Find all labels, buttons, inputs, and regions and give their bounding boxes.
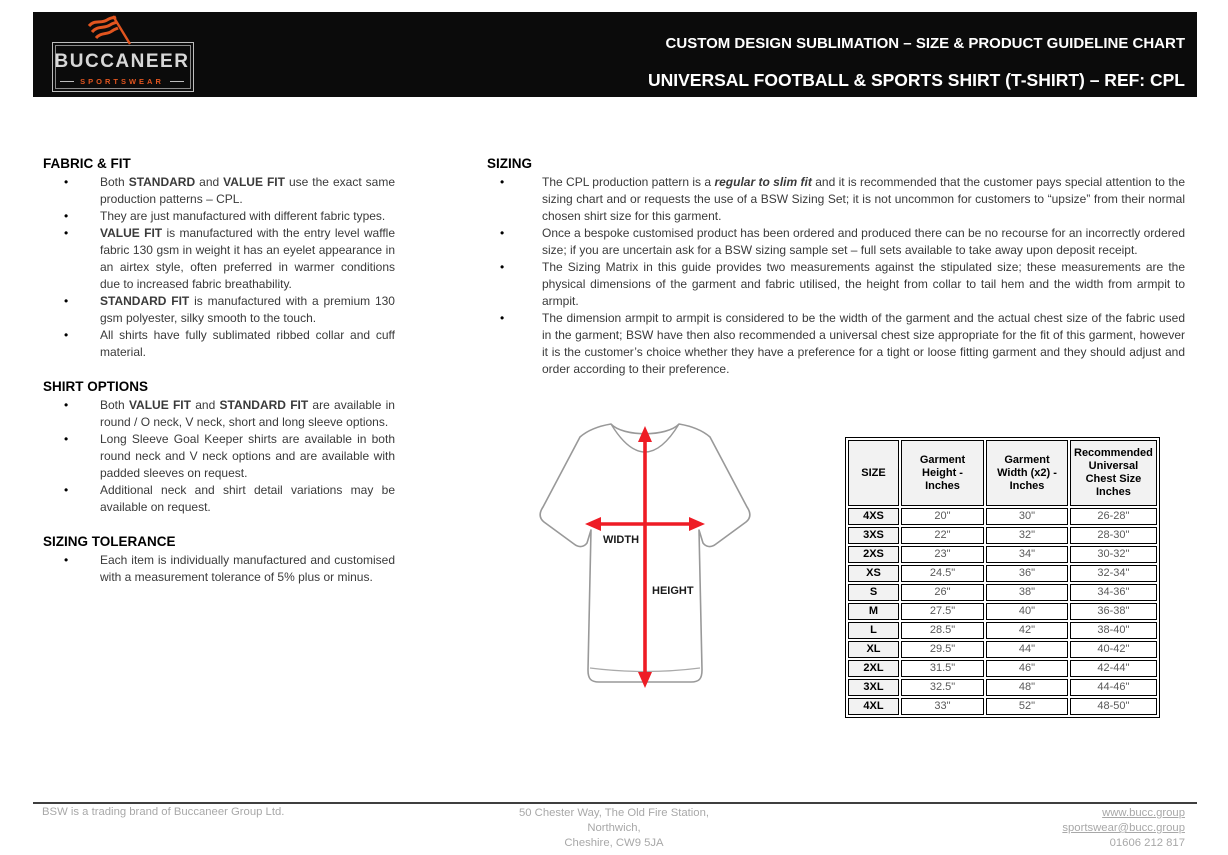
- size-cell: XS: [848, 565, 899, 582]
- bullet-item: • The Sizing Matrix in this guide provides two measurements against the stipulated size; these measurements are the physical dimensions of the garment and fabric utilised, the height from collar to tail hem and the width from armpit to armpit.: [487, 259, 1185, 310]
- size-table-row: [848, 641, 1157, 658]
- logo-subtitle: SPORTSWEAR: [51, 77, 193, 86]
- bullet-item: • STANDARD FIT is manufactured with a premium 130 gsm polyester, silky smooth to the touch.: [43, 293, 395, 327]
- measurement-cell: 44": [986, 641, 1068, 658]
- size-cell: 2XL: [848, 660, 899, 677]
- bullet-item: • VALUE FIT is manufactured with the entry level waffle fabric 130 gsm in weight it has an eyelet appearance in an airtex style, often preferred in warmer conditions due to increased fabric breathability.: [43, 225, 395, 293]
- bullet-item: • All shirts have fully sublimated ribbed collar and cuff material.: [43, 327, 395, 361]
- measurement-cell: 33": [901, 698, 984, 715]
- bullet-list: [43, 174, 395, 361]
- right-column: [487, 156, 1185, 378]
- section-heading: SIZING TOLERANCE: [43, 534, 176, 549]
- measurement-cell: 27.5": [901, 603, 984, 620]
- section-heading: SHIRT OPTIONS: [43, 379, 149, 394]
- size-table-header-cell: Garment Width (x2) - Inches: [986, 440, 1068, 506]
- size-cell: S: [848, 584, 899, 601]
- size-table-header-cell: Garment Height - Inches: [901, 440, 984, 506]
- measurement-cell: 26": [901, 584, 984, 601]
- measurement-cell: 44-46": [1070, 679, 1157, 696]
- size-table-body: [848, 508, 1157, 715]
- logo-wordmark: BUCCANEER: [54, 51, 190, 72]
- bullet-item: • Additional neck and shirt detail variations may be available on request.: [43, 482, 395, 516]
- footer-divider: [33, 802, 1197, 804]
- size-table-row: [848, 622, 1157, 639]
- measurement-cell: 32": [986, 527, 1068, 544]
- footer-contact: [1062, 806, 1185, 851]
- footer-phone: 01606 212 817: [1109, 837, 1185, 849]
- measurement-cell: 48": [986, 679, 1068, 696]
- size-cell: 2XS: [848, 546, 899, 563]
- measurement-cell: 46": [986, 660, 1068, 677]
- section-heading: SIZING: [487, 156, 533, 171]
- size-table-row: [848, 603, 1157, 620]
- measurement-cell: 28.5": [901, 622, 984, 639]
- measurement-cell: 22": [901, 527, 984, 544]
- size-cell: 3XL: [848, 679, 899, 696]
- document-header-bar: [33, 12, 1197, 97]
- bullet-item: • Once a bespoke customised product has been ordered and produced there can be no recourse for an incorrectly ordered size; if you are uncertain ask for a BSW sizing sample set – full sets available to take away upon deposit receipt.: [487, 225, 1185, 259]
- footer-trading-note: BSW is a trading brand of Buccaneer Group Ltd.: [42, 806, 285, 818]
- document-title: CUSTOM DESIGN SUBLIMATION – SIZE & PRODUCT GUIDELINE CHART: [665, 35, 1185, 52]
- size-table-head-row: [848, 440, 1157, 506]
- measurement-cell: 24.5": [901, 565, 984, 582]
- footer-link[interactable]: www.bucc.group: [1102, 807, 1185, 819]
- measurement-cell: 38": [986, 584, 1068, 601]
- measurement-cell: 42": [986, 622, 1068, 639]
- doc-section: [43, 534, 395, 586]
- size-table-row: [848, 679, 1157, 696]
- bullet-item: • Each item is individually manufactured and customised with a measurement tolerance of 5% plus or minus.: [43, 552, 395, 586]
- measurement-cell: 36": [986, 565, 1068, 582]
- bullet-list: [43, 552, 395, 586]
- doc-section: [43, 379, 395, 516]
- measurement-cell: 34-36": [1070, 584, 1157, 601]
- size-table-row: [848, 546, 1157, 563]
- left-column: [43, 156, 395, 586]
- size-table-header-cell: SIZE: [848, 440, 899, 506]
- size-cell: L: [848, 622, 899, 639]
- size-table-row: [848, 698, 1157, 715]
- size-cell: 4XL: [848, 698, 899, 715]
- measurement-cell: 34": [986, 546, 1068, 563]
- measurement-cell: 31.5": [901, 660, 984, 677]
- measurement-cell: 40-42": [1070, 641, 1157, 658]
- bullet-item: • Long Sleeve Goal Keeper shirts are available in both round neck and V neck options and are available with padded sleeves on request.: [43, 431, 395, 482]
- bullet-item: • The dimension armpit to armpit is considered to be the width of the garment and the actual chest size of the fabric used in the garment; BSW have then also recommended a universal chest size appropriate for the fit of this garment, however it is the customer’s choice whether they have a preference for a tight or loose fitting garment and they should adjust and order according to their preference.: [487, 310, 1185, 378]
- size-table-row: [848, 660, 1157, 677]
- size-table-header-cell: Recommended Universal Chest Size Inches: [1070, 440, 1157, 506]
- measurement-cell: 36-38": [1070, 603, 1157, 620]
- measurement-cell: 42-44": [1070, 660, 1157, 677]
- size-cell: 3XS: [848, 527, 899, 544]
- bullet-item: • Both VALUE FIT and STANDARD FIT are available in round / O neck, V neck, short and long sleeve options.: [43, 397, 395, 431]
- measurement-cell: 52": [986, 698, 1068, 715]
- measurement-cell: 48-50": [1070, 698, 1157, 715]
- section-heading: FABRIC & FIT: [43, 156, 131, 171]
- size-table-row: [848, 508, 1157, 525]
- measurement-cell: 26-28": [1070, 508, 1157, 525]
- bullet-list: [487, 174, 1185, 378]
- measurement-cell: 28-30": [1070, 527, 1157, 544]
- measurement-cell: 20": [901, 508, 984, 525]
- size-matrix-table: [845, 437, 1160, 718]
- tshirt-measurement-diagram: [495, 410, 795, 705]
- width-label: WIDTH: [602, 534, 640, 546]
- size-cell: M: [848, 603, 899, 620]
- measurement-cell: 30": [986, 508, 1068, 525]
- measurement-cell: 32-34": [1070, 565, 1157, 582]
- size-table-row: [848, 565, 1157, 582]
- bullet-list: [43, 397, 395, 516]
- footer-address-line: Northwich,: [587, 822, 641, 834]
- bullet-item: • They are just manufactured with different fabric types.: [43, 208, 395, 225]
- size-cell: XL: [848, 641, 899, 658]
- footer-address: [414, 806, 814, 851]
- size-cell: 4XS: [848, 508, 899, 525]
- flag-icon: [85, 13, 137, 47]
- size-table-row: [848, 584, 1157, 601]
- bullet-item: • Both STANDARD and VALUE FIT use the exact same production patterns – CPL.: [43, 174, 395, 208]
- document-subtitle: UNIVERSAL FOOTBALL & SPORTS SHIRT (T-SHIRT) – REF: CPL: [647, 70, 1185, 90]
- buccaneer-logo: [51, 15, 197, 95]
- measurement-cell: 29.5": [901, 641, 984, 658]
- footer-address-line: Cheshire, CW9 5JA: [564, 837, 664, 849]
- size-table-row: [848, 527, 1157, 544]
- height-label: HEIGHT: [652, 585, 694, 597]
- measurement-cell: 32.5": [901, 679, 984, 696]
- doc-section: [487, 156, 1185, 378]
- footer-link[interactable]: sportswear@bucc.group: [1062, 822, 1185, 834]
- measurement-cell: 38-40": [1070, 622, 1157, 639]
- measurement-cell: 30-32": [1070, 546, 1157, 563]
- measurement-cell: 40": [986, 603, 1068, 620]
- doc-section: [43, 156, 395, 361]
- footer-address-line: 50 Chester Way, The Old Fire Station,: [518, 807, 710, 819]
- measurement-cell: 23": [901, 546, 984, 563]
- bullet-item: • The CPL production pattern is a regular to slim fit and it is recommended that the customer pays special attention to the sizing chart and or requests the use of a BSW Sizing Set; it is not uncommon for customers to “upsize” from their normal chosen shirt size for this garment.: [487, 174, 1185, 225]
